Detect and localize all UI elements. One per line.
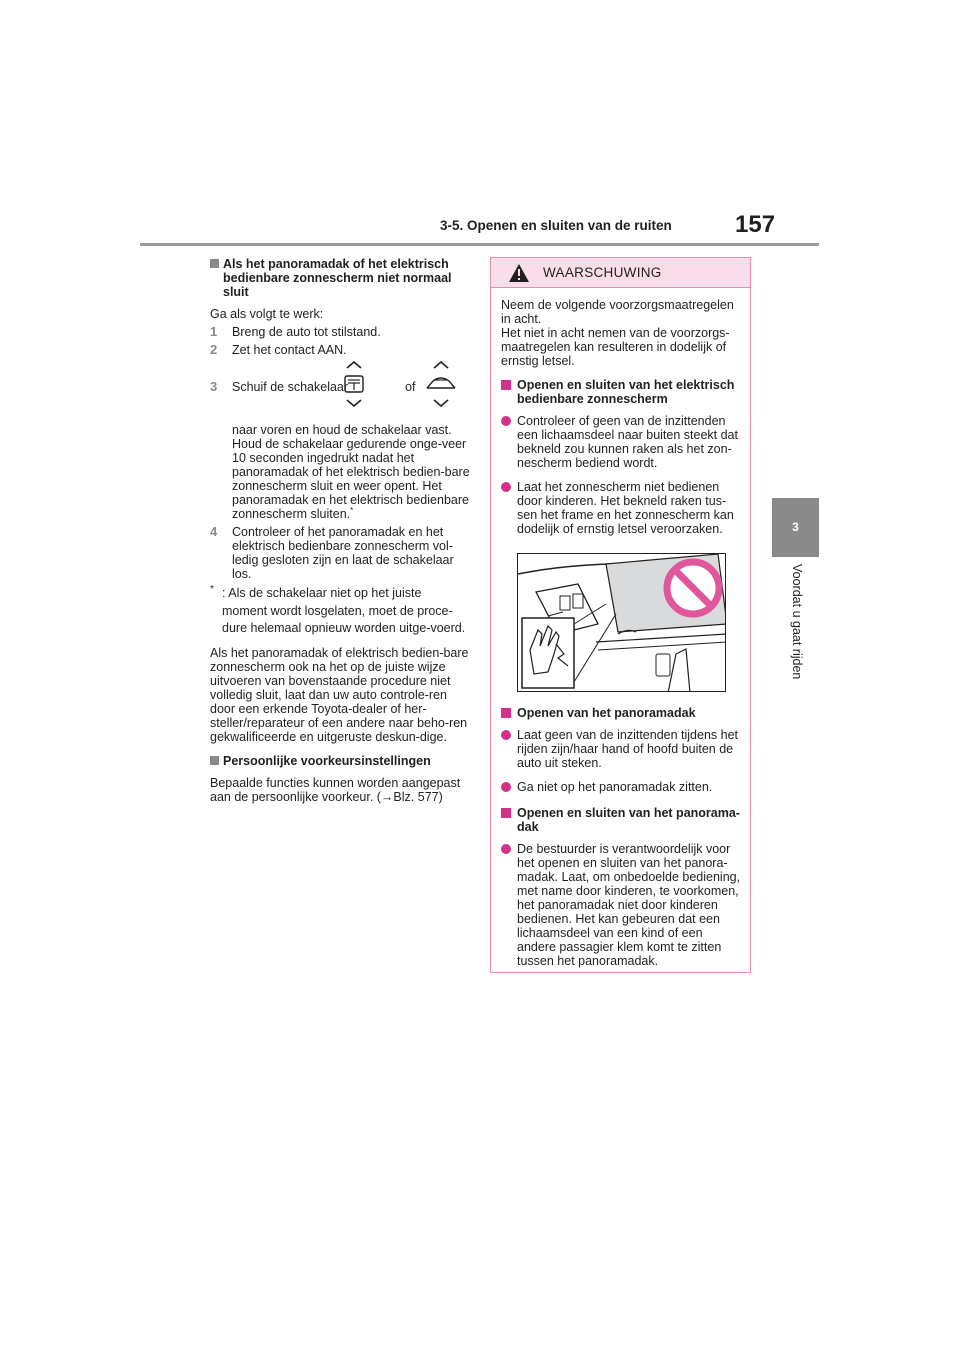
square-bullet-icon	[501, 380, 511, 390]
square-bullet-icon	[501, 708, 511, 718]
section-title: 3-5. Openen en sluiten van de ruiten	[440, 218, 672, 233]
step-3: 3 Schuif de schakelaar of	[210, 361, 470, 421]
round-bullet-icon	[501, 482, 511, 492]
chapter-tab: 3	[772, 498, 819, 557]
intro-text: Ga als volgt te werk:	[210, 307, 324, 321]
warning-bullet: Ga niet op het panoramadak zitten.	[501, 780, 742, 794]
warning-subheading: Openen en sluiten van het panorama-dak	[501, 806, 742, 834]
round-bullet-icon	[501, 844, 511, 854]
footnote-ref: *	[350, 505, 354, 515]
warning-title: WAARSCHUWING	[543, 265, 662, 280]
step-3-continued: naar voren en houd de schakelaar vast. Houd de schakelaar gedurende onge-veer 10 seconden ingedrukt nadat het panoramadak of het elektrisch bedien-bare zonnescherm sluit en weer opent. Het panoramadak en het elektrisch bedienbare zonnescherm sluiten.*	[232, 423, 470, 521]
step-1: 1 Breng de auto tot stilstand.	[210, 324, 381, 339]
warning-bullet: Laat het zonnescherm niet bedienen door kinderen. Het bekneld raken tus-sen het frame en het zonnescherm kan dodelijk of ernstig letsel veroorzaken.	[501, 480, 742, 536]
chapter-label: Voordat u gaat rijden	[790, 564, 804, 680]
warning-box	[490, 257, 751, 973]
paragraph-3: Bepaalde functies kunnen worden aangepast aan de persoonlijke voorkeur. (→Blz. 577)	[210, 775, 461, 804]
footnote: * : Als de schakelaar niet op het juiste moment wordt losgelaten, moet de proce-dure helemaal opnieuw worden uitge-voerd.	[210, 584, 466, 635]
car-interior-illustration	[518, 554, 726, 692]
warning-subheading: Openen en sluiten van het elektrisch bedienbare zonnescherm	[501, 378, 742, 406]
paragraph: Als het panoramadak of elektrisch bedien-bare zonnescherm ook na het op de juiste wijze uitvoeren van bovenstaande procedure niet volledig sluit, laat dan uw auto controle-ren door een erkende Toyota-dealer of her-steller/reparateur of een andere naar beho-ren gekwalificeerde en uitgeruste deskun-dige.	[210, 645, 469, 744]
panoramic-roof-switch-icon	[424, 361, 458, 407]
square-bullet-icon	[210, 756, 219, 765]
square-bullet-icon	[501, 808, 511, 818]
section-heading-2: Persoonlijke voorkeursinstellingen	[210, 754, 470, 768]
warning-bullet: De bestuurder is verantwoordelijk voor het openen en sluiten van het panora-madak. Laat, om onbedoelde bediening, met name door kinderen, te voorkomen, het panoramadak niet door kinderen bedienen. Het kan gebeuren dat een lichaamsdeel van een kind of een andere passagier klem komt te zitten tussen het panoramadak.	[501, 842, 742, 968]
warning-intro: Neem de volgende voorzorgsmaatregelen in acht. Het niet in acht nemen van de voorzorgs-maatregelen kan resulteren in dodelijk of ernstig letsel.	[501, 298, 734, 368]
round-bullet-icon	[501, 416, 511, 426]
header-divider	[140, 243, 819, 246]
square-bullet-icon	[210, 259, 219, 268]
step-4: 4 Controleer of het panoramadak en het elektrisch bedienbare zonnescherm vol-ledig gesloten zijn en laat de schakelaar los.	[210, 524, 454, 581]
page-number: 157	[735, 211, 776, 238]
warning-bullet: Laat geen van de inzittenden tijdens het rijden zijn/haar hand of hoofd buiten de auto uit steken.	[501, 728, 742, 770]
warning-bullet: Controleer of geen van de inzittenden een lichaamsdeel naar buiten steekt dat bekneld zou kunnen raken als het zon-nescherm bediend wordt.	[501, 414, 742, 470]
left-column	[210, 257, 470, 804]
step-2: 2 Zet het contact AAN.	[210, 342, 347, 357]
sunshade-switch-icon	[342, 361, 366, 407]
warning-header	[491, 258, 750, 288]
warning-triangle-icon	[508, 263, 530, 283]
round-bullet-icon	[501, 730, 511, 740]
warning-subheading: Openen van het panoramadak	[501, 706, 742, 720]
illustration-hand-in-sunshade	[517, 553, 726, 692]
round-bullet-icon	[501, 782, 511, 792]
section-heading: Als het panoramadak of het elektrisch bedienbare zonnescherm niet normaal sluit	[210, 257, 470, 299]
